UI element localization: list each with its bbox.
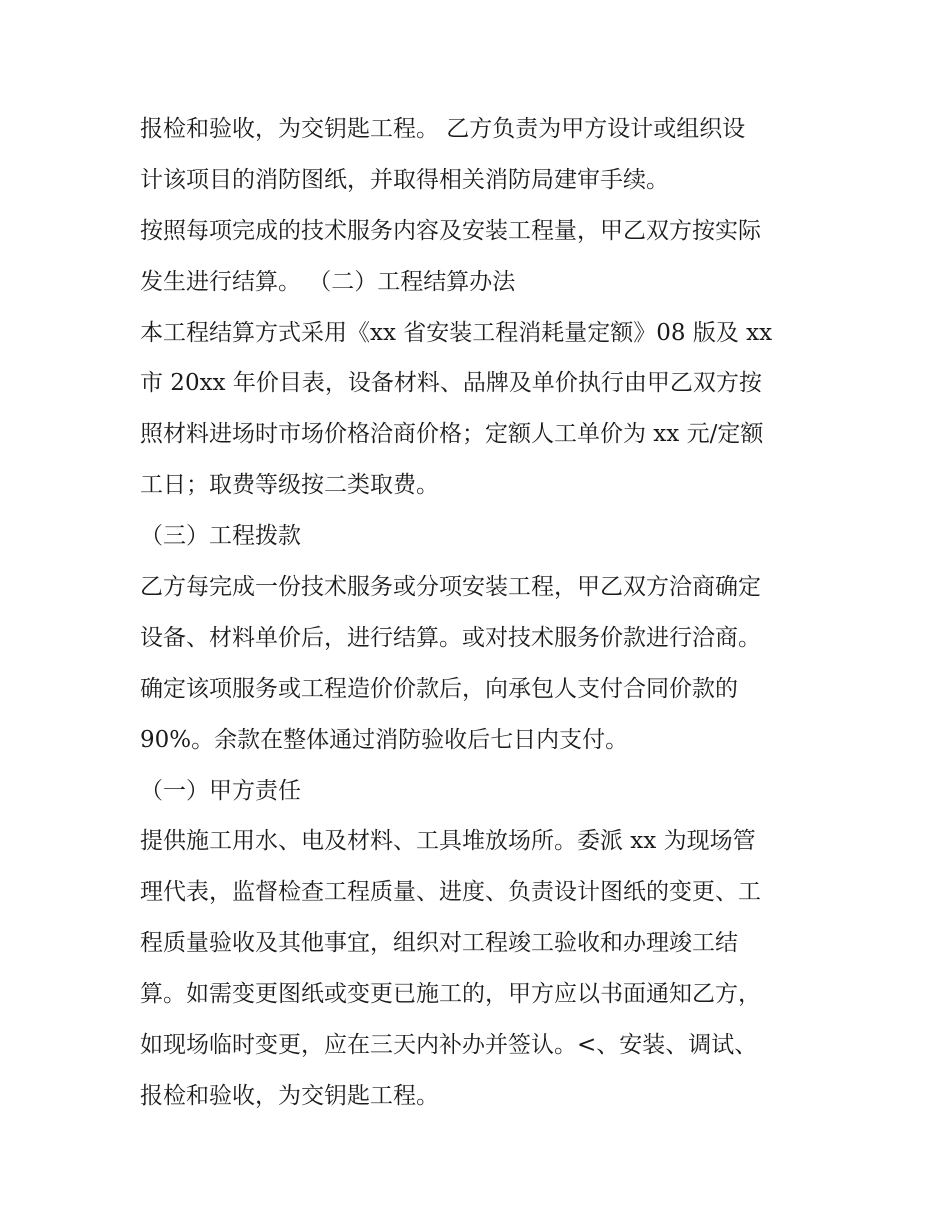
document-body xyxy=(140,104,820,1122)
text-line: 按照每项完成的技术服务内容及安装工程量，甲乙双方按实际 xyxy=(140,217,761,244)
text-line: 90%。余款在整体通过消防验收后七日内支付。 xyxy=(140,726,629,753)
section-heading: （三）工程拨款 xyxy=(140,523,301,550)
text-line: 确定该项服务或工程造价价款后，向承包人支付合同价款的 xyxy=(140,675,738,702)
text-line: 设备、材料单价后，进行结算。或对技术服务价款进行洽商。 xyxy=(140,624,761,651)
section-heading: （一）甲方责任 xyxy=(140,777,301,804)
text-line: 工日；取费等级按二类取费。 xyxy=(140,472,439,499)
text-line: 理代表，监督检查工程质量、进度、负责设计图纸的变更、工 xyxy=(140,879,761,906)
text-line: 如现场临时变更，应在三天内补办并签认。<、安装、调试、 xyxy=(140,1032,758,1059)
text-line: 算。如需变更图纸或变更已施工的，甲方应以书面通知乙方， xyxy=(140,981,761,1008)
text-line: 市 20xx 年价目表，设备材料、品牌及单价执行由甲乙双方按 xyxy=(140,370,762,397)
text-line: 本工程结算方式采用《xx 省安装工程消耗量定额》08 版及 xx xyxy=(140,319,773,346)
text-line: 程质量验收及其他事宜，组织对工程竣工验收和办理竣工结 xyxy=(140,930,738,957)
text-line: 发生进行结算。 （二）工程结算办法 xyxy=(140,268,516,295)
text-line: 报检和验收，为交钥匙工程。 xyxy=(140,1082,439,1109)
text-line: 提供施工用水、电及材料、工具堆放场所。委派 xx 为现场管 xyxy=(140,828,756,855)
text-line: 照材料进场时市场价格洽商价格；定额人工单价为 xx 元/定额 xyxy=(140,421,764,448)
text-line: 计该项目的消防图纸，并取得相关消防局建审手续。 xyxy=(140,166,669,193)
text-line: 乙方每完成一份技术服务或分项安装工程，甲乙双方洽商确定 xyxy=(140,574,761,601)
text-line: 报检和验收，为交钥匙工程。 乙方负责为甲方设计或组织设 xyxy=(140,116,746,142)
